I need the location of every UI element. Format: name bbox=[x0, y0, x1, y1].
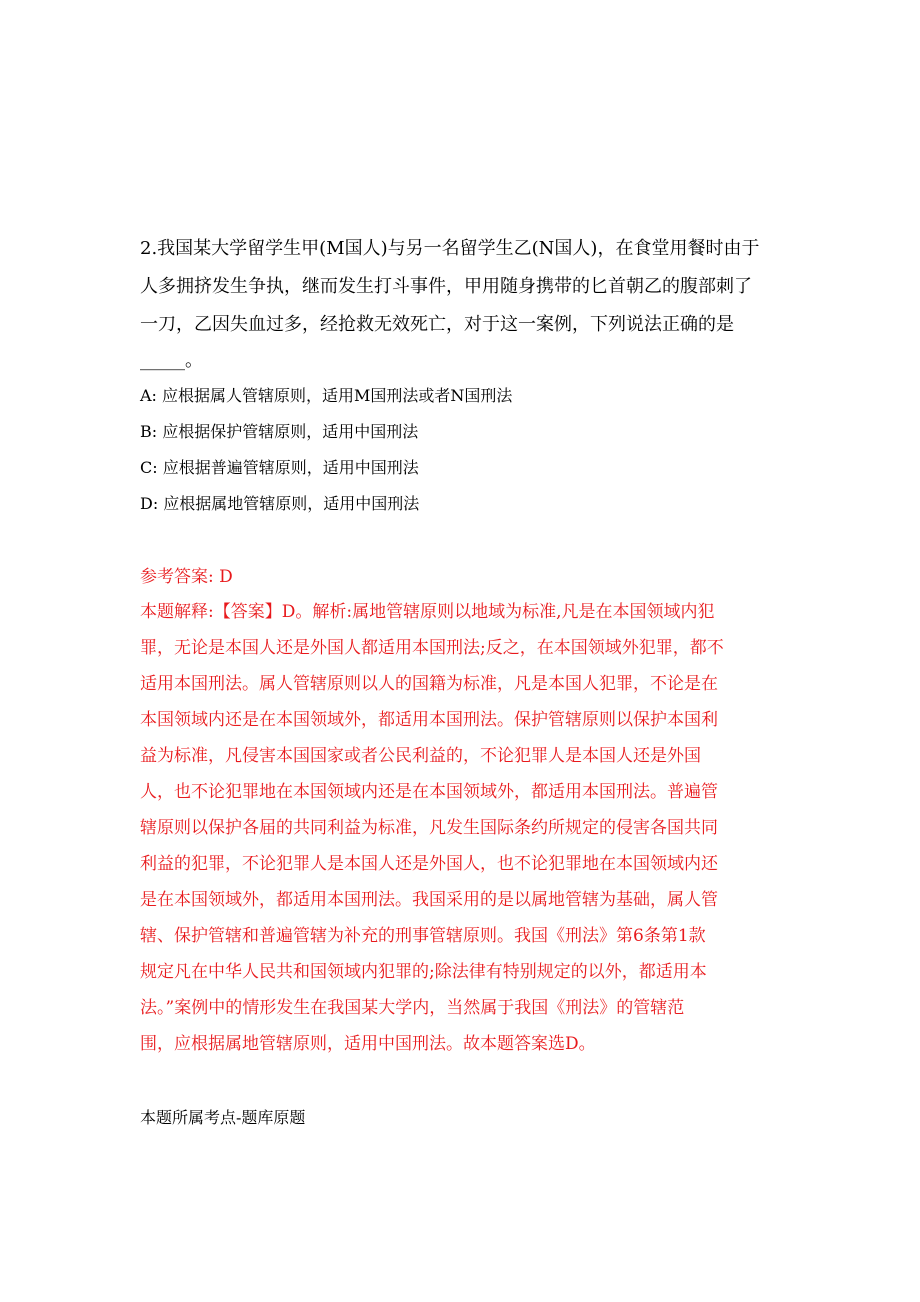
option-c: C: 应根据普遍管辖原则，适用中国刑法 bbox=[140, 458, 419, 477]
explanation-line: 辖、保护管辖和普遍管辖为补充的刑事管辖原则。我国《刑法》第6条第1款 bbox=[140, 926, 706, 946]
explanation-line: 罪，无论是本国人还是外国人都适用本国刑法;反之，在本国领域外犯罪，都不 bbox=[140, 638, 724, 658]
explanation-line: 适用本国刑法。属人管辖原则以人的国籍为标准，凡是本国人犯罪，不论是在 bbox=[140, 674, 718, 694]
question-line: 2.我国某大学留学生甲(M国人)与另一名留学生乙(N国人)，在食堂用餐时由于 bbox=[140, 238, 760, 259]
explanation-line: 人，也不论犯罪地在本国领域内还是在本国领域外，都适用本国刑法。普遍管 bbox=[140, 782, 718, 802]
explanation-line: 法。”案例中的情形发生在我国某大学内，当然属于我国《刑法》的管辖范 bbox=[140, 998, 685, 1018]
question-line: _____。 bbox=[140, 350, 203, 371]
question-line: 人多拥挤发生争执，继而发生打斗事件，甲用随身携带的匕首朝乙的腹部刺了 bbox=[140, 276, 752, 297]
explanation-line: 规定凡在中华人民共和国领域内犯罪的;除法律有特别规定的以外，都适用本 bbox=[140, 962, 707, 982]
explanation-line: 辖原则以保护各届的共同利益为标准，凡发生国际条约所规定的侵害各国共同 bbox=[140, 818, 718, 838]
option-a: A: 应根据属人管辖原则，适用M国刑法或者N国刑法 bbox=[140, 386, 513, 405]
option-b: B: 应根据保护管辖原则，适用中国刑法 bbox=[140, 422, 419, 441]
explanation-line: 是在本国领域外，都适用本国刑法。我国采用的是以属地管辖为基础，属人管 bbox=[140, 890, 718, 910]
option-d: D: 应根据属地管辖原则，适用中国刑法 bbox=[140, 494, 420, 513]
explanation-line: 本题解释:【答案】D。解析:属地管辖原则以地域为标准,凡是在本国领域内犯 bbox=[140, 602, 715, 622]
explanation-line: 本国领域内还是在本国领域外，都适用本国刑法。保护管辖原则以保护本国利 bbox=[140, 710, 718, 730]
reference-answer: 参考答案: D bbox=[140, 567, 233, 587]
explanation-line: 围，应根据属地管辖原则，适用中国刑法。故本题答案选D。 bbox=[140, 1034, 596, 1054]
topic-footer: 本题所属考点-题库原题 bbox=[140, 1108, 306, 1127]
explanation-line: 益为标准，凡侵害本国国家或者公民利益的，不论犯罪人是本国人还是外国 bbox=[140, 746, 701, 766]
explanation-line: 利益的犯罪，不论犯罪人是本国人还是外国人，也不论犯罪地在本国领域内还 bbox=[140, 854, 718, 874]
question-line: 一刀，乙因失血过多，经抢救无效死亡，对于这一案例，下列说法正确的是 bbox=[140, 314, 734, 335]
